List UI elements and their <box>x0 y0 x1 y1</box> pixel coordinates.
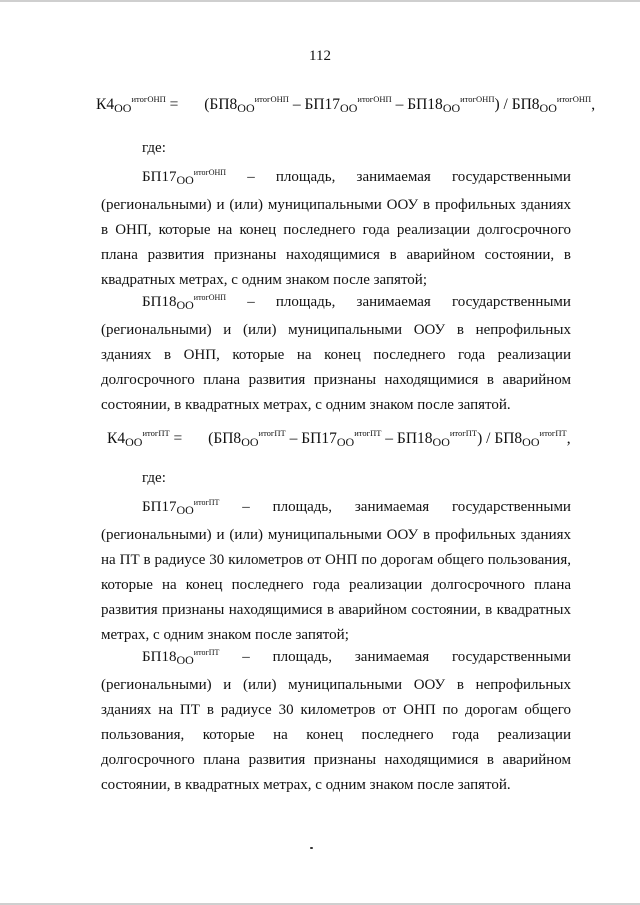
page-number: 112 <box>309 48 331 64</box>
definition-onp-bp17: $БП17_{ОО}^{итогОНП}$ – площадь, занимаемая государственными (региональными) и (или) муниципальными ООУ в профильных зданиях в ОНП, которые на конец последнего года реализации долгосрочного плана развития признаны находящимися в аварийном состоянии, в квадратных метрах, с одним знаком после запятой; <box>101 160 571 293</box>
definition-onp-bp18: $БП18_{ОО}^{итогОНП}$ – площадь, занимаемая государственными (региональными) и (или) муниципальными ООУ в непрофильных зданиях в ОНП, которые на конец последнего года реализации долгосрочного плана развития признаны находящимися в аварийном состоянии, в квадратных метрах, с одним знаком после запятой. <box>101 285 571 418</box>
formula-pt: $К4_{ОО}^{итогПТ} = (БП8_{ОО}^{итогПТ} - БП17_{ОО}^{итогПТ} - БП18_{ОО}^{итогПТ}) / БП8_{ОО}^{итогПТ}$, <box>107 428 571 449</box>
term-symbol: $БП18_{ОО}^{итогОНП}$ <box>142 293 227 312</box>
formula-onp: $К4_{ОО}^{итогОНП} = (БП8_{ОО}^{итогОНП} - БП17_{ОО}^{итогОНП} - БП18_{ОО}^{итогОНП}) / БП8_{ОО}^{итогОНП}$, <box>96 94 596 115</box>
where-label-2: где: <box>142 470 166 486</box>
definition-pt-bp17: $БП17_{ОО}^{итогПТ}$ – площадь, занимаемая государственными (региональными) и (или) муниципальными ООУ в профильных зданиях на ПТ в радиусе 30 километров от ОНП по дорогам общего пользования, которые на конец последнего года реализации долгосрочного плана развития признаны находящимися в аварийном состоянии, в квадратных метрах, с одним знаком после запятой; <box>101 490 571 648</box>
definition-pt-bp18: $БП18_{ОО}^{итогПТ}$ – площадь, занимаемая государственными (региональными) и (или) муниципальными ООУ в непрофильных зданиях на ПТ в радиусе 30 километров от ОНП по дорогам общего пользования, которые на конец последнего года реализации долгосрочного плана развития признаны находящимися в аварийном состоянии, в квадратных метрах, с одним знаком после запятой. <box>101 640 571 798</box>
term-symbol: $БП17_{ОО}^{итогПТ}$ <box>142 498 220 517</box>
scan-speck <box>310 847 313 849</box>
term-symbol: $БП18_{ОО}^{итогПТ}$ <box>142 648 220 667</box>
page-edge-top <box>0 0 640 2</box>
where-label-1: где: <box>142 140 166 156</box>
term-symbol: $БП17_{ОО}^{итогОНП}$ <box>142 168 227 187</box>
